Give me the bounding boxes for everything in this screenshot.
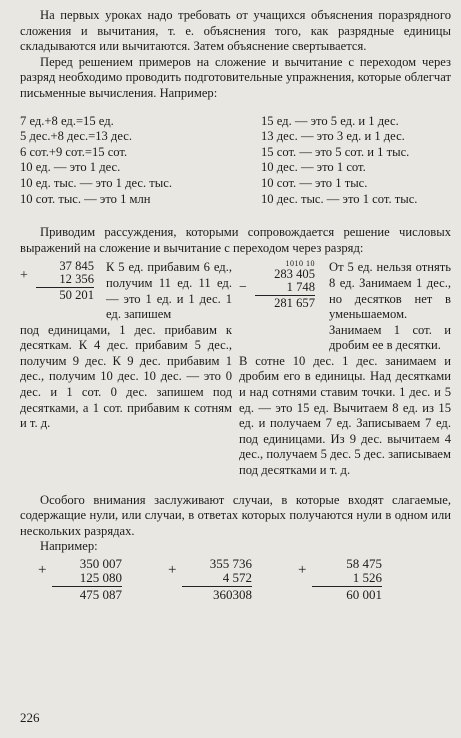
examples-right-column (261, 114, 451, 208)
preparatory-examples (20, 114, 451, 208)
addend-1: 37 845 (59, 259, 94, 274)
addend-2: 1 526 (352, 570, 382, 585)
example-line: 6 сот.+9 сот.=15 сот. (20, 144, 128, 159)
plus-sign: + (298, 562, 307, 578)
example-line: 15 сот. — это 5 сот. и 1 тыс. (261, 144, 410, 159)
plus-sign: + (20, 268, 28, 284)
sum-result: 50 201 (36, 287, 94, 302)
example-line: 10 сот. тыс. — это 1 млн (20, 191, 151, 206)
minus-sign: − (239, 280, 247, 296)
sum-result: 60 001 (312, 586, 382, 602)
zero-sum-examples (38, 557, 388, 602)
minuend: 283 405 (274, 267, 315, 282)
example-line: 10 ед. — это 1 дес. (20, 160, 121, 175)
addition-explanation-side: К 5 ед. прибавим 6 ед., получим 11 ед. 11 ед. — это 1 ед. и 1 дес. 1 ед. запишем (106, 260, 232, 322)
reasoning-intro: Приводим рассуждения, которыми сопровождается решение числовых выражений на сложение и вычитание с переходом через разряд: (20, 225, 451, 255)
example-line: 10 сот. — это 1 тыс. (261, 175, 368, 190)
addend-1: 58 475 (346, 556, 382, 571)
example-line: 13 дес. — это 3 ед. и 1 дес. (261, 129, 405, 144)
example-line: 10 дес. тыс. — это 1 сот. тыс. (261, 191, 418, 206)
subtraction-explanation-side: От 5 ед. нельзя отнять 8 ед. Занимаем 1 дес., но десятков нет в уменьшаемом. Занимаем 1 сот. и дробим ее в десятки. (329, 260, 451, 353)
intro-paragraph-1: На первых уроках надо требовать от учащихся объяснения поразрядного сложения и вычитания, т. е. объяснения того, как разрядные единицы складываются или вычитаются. Затем объяснение свертывается. (20, 8, 451, 54)
intro-paragraph-2: Перед решением примеров на сложение и вычитание с переходом через разряд необходимо проводить подготовительные упражнения, которые облегчат письменные вычисления. Например: (20, 54, 451, 100)
page-number: 226 (20, 710, 40, 725)
addend-1: 355 736 (209, 556, 252, 571)
subtraction-column-calc (239, 260, 329, 310)
addend-2: 12 356 (59, 272, 94, 287)
plus-sign: + (168, 562, 177, 578)
sum-example (38, 557, 128, 602)
sum-example (298, 557, 388, 602)
subtrahend: 1 748 (286, 280, 315, 295)
subtraction-example (239, 260, 451, 478)
sum-result: 360308 (182, 586, 252, 602)
worked-examples (20, 260, 451, 478)
example-line: 5 дес.+8 дес.=13 дес. (20, 129, 132, 144)
example-line: 7 ед.+8 ед.=15 ед. (20, 113, 114, 128)
subtraction-explanation-rest: В сотне 10 дес. 1 дес. занимаем и дробим его в единицы. Над десятками и над сотнями ставим точки. 1 дес. и 5 ед. — это 15 ед. Вычитаем 8 ед. из 15 ед. и получаем 7 ед. Записываем 7 ед. под единицами. Из 9 дес. вычитаем 4 дес., получаем 5 дес. 5 дес. записываем под десятками и т. д. (239, 353, 451, 478)
addition-column-calc (20, 260, 106, 302)
for-example-label: Например: (40, 539, 98, 554)
difference-result: 281 657 (255, 295, 315, 310)
addition-example (20, 260, 232, 478)
addend-2: 4 572 (222, 570, 252, 585)
example-line: 10 ед. тыс. — это 1 дес. тыс. (20, 175, 172, 190)
examples-left-column (20, 114, 225, 208)
sum-result: 475 087 (52, 586, 122, 602)
sum-example (168, 557, 258, 602)
example-line: 10 дес. — это 1 сот. (261, 160, 366, 175)
plus-sign: + (38, 562, 47, 578)
addend-2: 125 080 (79, 570, 122, 585)
borrow-dots: 1010 10 (285, 259, 315, 269)
addend-1: 350 007 (79, 556, 122, 571)
example-line: 15 ед. — это 5 ед. и 1 дес. (261, 113, 399, 128)
special-cases-paragraph: Особого внимания заслуживают случаи, в которые входят слагаемые, содержащие нули, или случаи, в ответах которых получаются нули в одном или нескольких разрядах. (20, 492, 451, 538)
addition-explanation-rest: под единицами, 1 дес. прибавим к десяткам. К 4 дес. прибавим 5 дес., получим 9 дес. К 9 дес. прибавим 1 дес., получим 10 дес. 10 дес. — это 0 дес. и 1 сот. 0 дес. запишем под десятками, а 1 сот. прибавим к сотням и т. д. (20, 322, 232, 431)
